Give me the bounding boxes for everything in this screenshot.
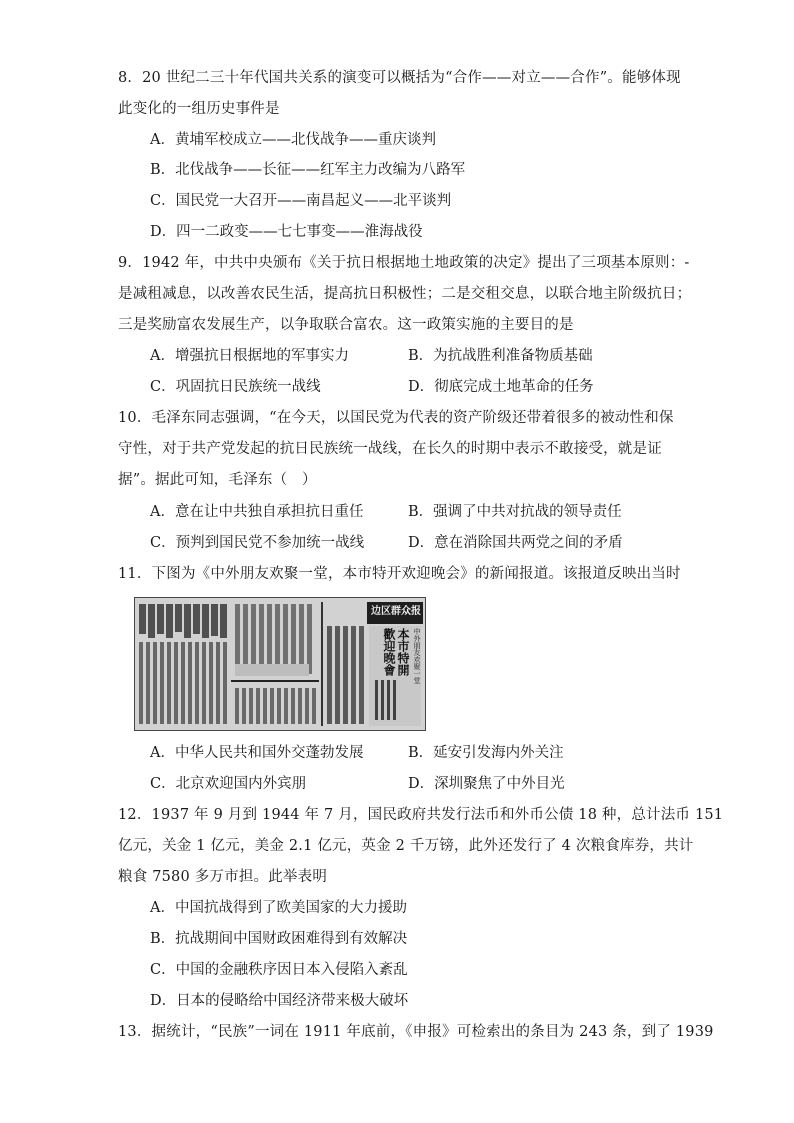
q9-line-1: 9．1942 年，中共中央颁布《关于抗日根据地土地政策的决定》提出了三项基本原则：- [118,255,690,271]
q9-option-b: B．为抗战胜利准备物质基础 [408,348,593,364]
q12-option-b: B．抗战期间中国财政困难得到有效解决 [150,931,408,947]
newspaper-byline: 中外朋友欢聚一堂 [413,628,421,684]
q10-line-3: 据”。据此可知，毛泽东（ ） [118,472,317,488]
q12-option-d: D．日本的侵略给中国经济带来极大破坏 [150,993,409,1009]
q9-option-d: D．彻底完成土地革命的任务 [408,379,594,395]
q9-option-a: A．增强抗日根据地的军事实力 [150,348,349,364]
newspaper-masthead: 边区群众报 [371,606,421,617]
q8-line-1: 8．20 世纪二三十年代国共关系的演变可以概括为“合作——对立——合作”。能够体现 [118,70,681,86]
q11-option-c: C．北京欢迎国内外宾朋 [150,776,307,792]
q9-line-3: 三是奖励富农发展生产，以争取联合富农。这一政策实施的主要目的是 [118,317,574,333]
q12-line-1: 12．1937 年 9 月到 1944 年 7 月，国民政府共发行法币和外币公债 18 种，总计法币 151 [118,807,724,823]
q8-option-b: B．北伐战争——长征——红军主力改编为八路军 [150,162,466,178]
q8-line-2: 此变化的一组历史事件是 [118,101,280,117]
newspaper-headline-2: 歡迎晚會 [382,628,396,676]
q11-option-b: B．延安引发海内外关注 [408,745,564,761]
q10-option-b: B．强调了中共对抗战的领导责任 [408,504,622,520]
q10-option-c: C．预判到国民党不参加统一战线 [150,535,365,551]
q10-line-2: 守性，对于共产党发起的抗日民族统一战线，在长久的时期中表示不敢接受，就是证 [118,441,662,457]
q12-option-a: A．中国抗战得到了欧美国家的大力援助 [150,900,407,916]
q8-option-d: D．四一二政变——七七事变——淮海战役 [150,224,423,240]
q8-option-c: C．国民党一大召开——南昌起义——北平谈判 [150,193,452,209]
newspaper-headline-1: 本市特開 [396,628,410,676]
q13-line-1: 13．据统计，“民族”一词在 1911 年底前，《申报》可检索出的条目为 243 条，到了 1939 [118,1024,714,1040]
q8-option-a: A．黄埔军校成立——北伐战争——重庆谈判 [150,132,436,148]
q10-option-d: D．意在消除国共两党之间的矛盾 [408,535,623,551]
q11-option-d: D．深圳聚焦了中外目光 [408,776,565,792]
q12-option-c: C．中国的金融秩序因日本入侵陷入紊乱 [150,962,408,978]
q10-option-a: A．意在让中共独自承担抗日重任 [150,504,364,520]
q11-option-a: A．中华人民共和国外交蓬勃发展 [150,745,364,761]
newspaper-clipping-image [134,597,426,731]
q9-option-c: C．巩固抗日民族统一战线 [150,379,321,395]
q9-line-2: 是减租减息，以改善农民生活，提高抗日积极性；二是交租交息，以联合地主阶级抗日； [118,286,692,302]
q12-line-2: 亿元，关金 1 亿元，美金 2.1 亿元，英金 2 千万镑，此外还发行了 4 次粮食库券，共计 [118,838,694,854]
q10-line-1: 10．毛泽东同志强调，“在今天，以国民党为代表的资产阶级还带着很多的被动性和保 [118,410,674,426]
q12-line-3: 粮食 7580 多万市担。此举表明 [118,869,328,885]
q11-line-1: 11．下图为《中外朋友欢聚一堂，本市特开欢迎晚会》的新闻报道。该报道反映出当时 [118,566,681,582]
